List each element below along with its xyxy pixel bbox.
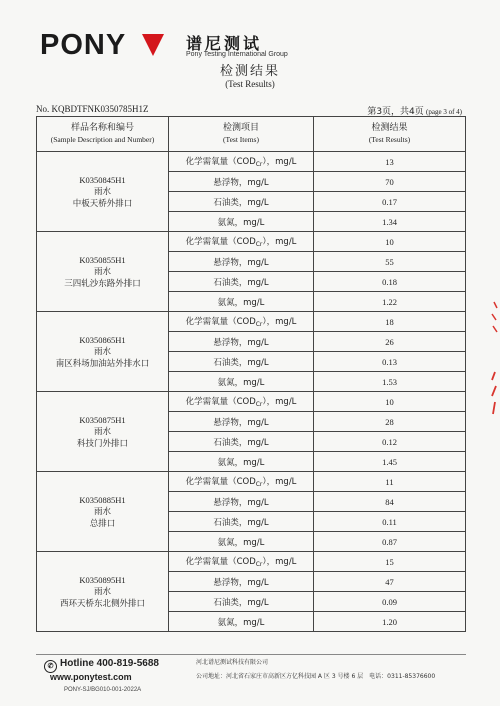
test-item-name: 悬浮物，mg/L [213, 577, 269, 588]
test-item [169, 392, 314, 412]
test-result: 28 [314, 412, 466, 432]
test-result: 10 [314, 392, 466, 412]
test-item-name: 化学需氧量（COD [185, 477, 256, 487]
sample-type: 雨水 [93, 506, 111, 517]
company-name-en: Pony Testing International Group [186, 51, 288, 58]
footer-address: 公司地址：河北省石家庄市高新区方亿科技园 A 区 3 号楼 6 层 电话：0311-85376600 [196, 673, 436, 680]
test-item [169, 572, 314, 592]
test-item-name: 石油类，mg/L [213, 277, 269, 288]
test-item [169, 312, 314, 332]
sample-id: K0350845H1 [79, 174, 126, 185]
test-result: 10 [314, 232, 466, 252]
sample-location: 西环天桥东北侧外排口 [59, 598, 145, 609]
stamp-edge-mark [490, 370, 498, 420]
test-item-name: 石油类，mg/L [213, 357, 269, 368]
footer-divider [36, 654, 466, 655]
sample-id: K0350875H1 [79, 414, 126, 425]
test-item [169, 272, 314, 292]
sample-type: 雨水 [93, 586, 111, 597]
test-item-name: 氨氮，mg/L [217, 297, 265, 308]
footer-company: 河北谱尼测试科技有限公司 [196, 659, 269, 666]
test-item-name: 悬浮物，mg/L [213, 337, 269, 348]
test-item [169, 192, 314, 212]
test-result: 0.18 [314, 272, 466, 292]
test-item-name: 悬浮物，mg/L [213, 417, 269, 428]
table-row [37, 472, 466, 492]
test-item-unit: ），mg/L [262, 397, 297, 407]
test-item [169, 292, 314, 312]
sample-location: 三四轧沙东路外排口 [64, 278, 141, 289]
phone-icon: ✆ [44, 660, 57, 673]
test-item [169, 412, 314, 432]
test-item-subscript: Cr [255, 401, 263, 408]
test-result: 55 [314, 252, 466, 272]
test-item-name: 化学需氧量（COD [185, 317, 256, 327]
test-item-subscript: Cr [255, 481, 263, 488]
header-result [314, 117, 466, 152]
test-item [169, 492, 314, 512]
sample-cell [37, 472, 169, 552]
website: www.ponytest.com [50, 672, 132, 682]
test-item [169, 532, 314, 552]
header-sample [37, 117, 169, 152]
test-result: 1.34 [314, 212, 466, 232]
test-result: 13 [314, 152, 466, 172]
test-item-unit: ），mg/L [262, 477, 297, 487]
test-result: 18 [314, 312, 466, 332]
sample-cell [37, 392, 169, 472]
stamp-edge-mark [490, 300, 498, 340]
table-header-row [37, 117, 466, 152]
table-row [37, 152, 466, 172]
test-item-name: 石油类，mg/L [213, 597, 269, 608]
test-result: 84 [314, 492, 466, 512]
sample-cell [37, 232, 169, 312]
test-item [169, 612, 314, 632]
sample-location: 南区科场加油站外排水口 [55, 358, 150, 369]
test-item-name: 石油类，mg/L [213, 517, 269, 528]
test-item-name: 化学需氧量（COD [185, 557, 256, 567]
test-item [169, 552, 314, 572]
test-result: 47 [314, 572, 466, 592]
test-result: 0.09 [314, 592, 466, 612]
test-result: 0.87 [314, 532, 466, 552]
test-result: 1.22 [314, 292, 466, 312]
results-table [36, 116, 466, 632]
sample-id: K0350855H1 [79, 254, 126, 265]
page-subtitle: (Test Results) [225, 79, 275, 89]
test-item [169, 252, 314, 272]
sample-id: K0350885H1 [79, 494, 126, 505]
test-item-name: 悬浮物，mg/L [213, 177, 269, 188]
test-item [169, 332, 314, 352]
test-item-name: 氨氮，mg/L [217, 377, 265, 388]
test-item-subscript: Cr [255, 241, 263, 248]
page-title: 检测结果 [219, 64, 280, 79]
test-result: 0.13 [314, 352, 466, 372]
sample-type: 雨水 [93, 426, 111, 437]
test-item-unit: ），mg/L [262, 317, 297, 327]
sample-type: 雨水 [93, 266, 111, 277]
test-item-name: 石油类，mg/L [213, 437, 269, 448]
test-result: 26 [314, 332, 466, 352]
test-item-name: 悬浮物，mg/L [213, 257, 269, 268]
test-item [169, 152, 314, 172]
company-name-cn: 谱尼测试 [186, 34, 263, 53]
test-item-name: 化学需氧量（COD [185, 237, 256, 247]
test-item [169, 212, 314, 232]
test-result: 11 [314, 472, 466, 492]
test-item-name: 氨氮，mg/L [217, 617, 265, 628]
report-number: No. KQBDTFNK0350785H1Z [36, 104, 149, 114]
test-result: 0.17 [314, 192, 466, 212]
table-row [37, 232, 466, 252]
header-item-cn: 检测项目 [222, 123, 259, 133]
test-item-subscript: Cr [255, 321, 263, 328]
test-result: 1.20 [314, 612, 466, 632]
test-item [169, 172, 314, 192]
test-item [169, 352, 314, 372]
sample-cell [37, 552, 169, 632]
test-item-name: 氨氮，mg/L [217, 537, 265, 548]
table-row [37, 312, 466, 332]
sample-type: 雨水 [93, 186, 111, 197]
test-result: 0.11 [314, 512, 466, 532]
table-row [37, 552, 466, 572]
test-item [169, 452, 314, 472]
header-item-en: (Test Items) [223, 135, 259, 144]
test-item-name: 化学需氧量（COD [185, 157, 256, 167]
hotline-text: Hotline 400-819-5688 [60, 658, 159, 669]
test-item-name: 化学需氧量（COD [185, 397, 256, 407]
test-item-name: 氨氮，mg/L [217, 457, 265, 468]
test-item-unit: ），mg/L [262, 557, 297, 567]
test-result: 1.45 [314, 452, 466, 472]
header-item [169, 117, 314, 152]
header-sample-cn: 样品名称和编号 [70, 123, 134, 133]
test-item [169, 232, 314, 252]
test-item [169, 512, 314, 532]
header-sample-en: (Sample Description and Number) [50, 135, 155, 144]
test-item [169, 432, 314, 452]
logo-triangle-icon [142, 34, 164, 56]
test-result: 70 [314, 172, 466, 192]
logo-wordmark: PONY [40, 29, 127, 61]
test-result: 1.53 [314, 372, 466, 392]
test-item [169, 472, 314, 492]
test-result: 0.12 [314, 432, 466, 452]
test-item-subscript: Cr [255, 561, 263, 568]
sample-location: 中板天桥外排口 [72, 198, 133, 209]
test-item-subscript: Cr [255, 161, 263, 168]
test-item [169, 592, 314, 612]
test-item-name: 悬浮物，mg/L [213, 497, 269, 508]
sample-type: 雨水 [93, 346, 111, 357]
form-code: PONY-SJ/BG010-001-2022A [64, 687, 142, 693]
sample-location: 科技门外排口 [76, 438, 128, 449]
header-result-cn: 检测结果 [371, 123, 408, 133]
table-row [37, 392, 466, 412]
test-item [169, 372, 314, 392]
test-item-unit: ），mg/L [262, 237, 297, 247]
sample-id: K0350895H1 [79, 574, 126, 585]
test-result: 15 [314, 552, 466, 572]
page-number-en: (page 3 of 4) [426, 108, 462, 116]
header-result-en: (Test Results) [368, 135, 411, 144]
test-item-name: 氨氮，mg/L [217, 217, 265, 228]
hotline [44, 658, 159, 673]
test-item-name: 石油类，mg/L [213, 197, 269, 208]
sample-location: 总排口 [89, 518, 116, 529]
sample-id: K0350865H1 [79, 334, 126, 345]
test-item-unit: ），mg/L [262, 157, 297, 167]
sample-cell [37, 152, 169, 232]
page-number-cn: 第3页，共4页 [367, 107, 424, 117]
sample-cell [37, 312, 169, 392]
